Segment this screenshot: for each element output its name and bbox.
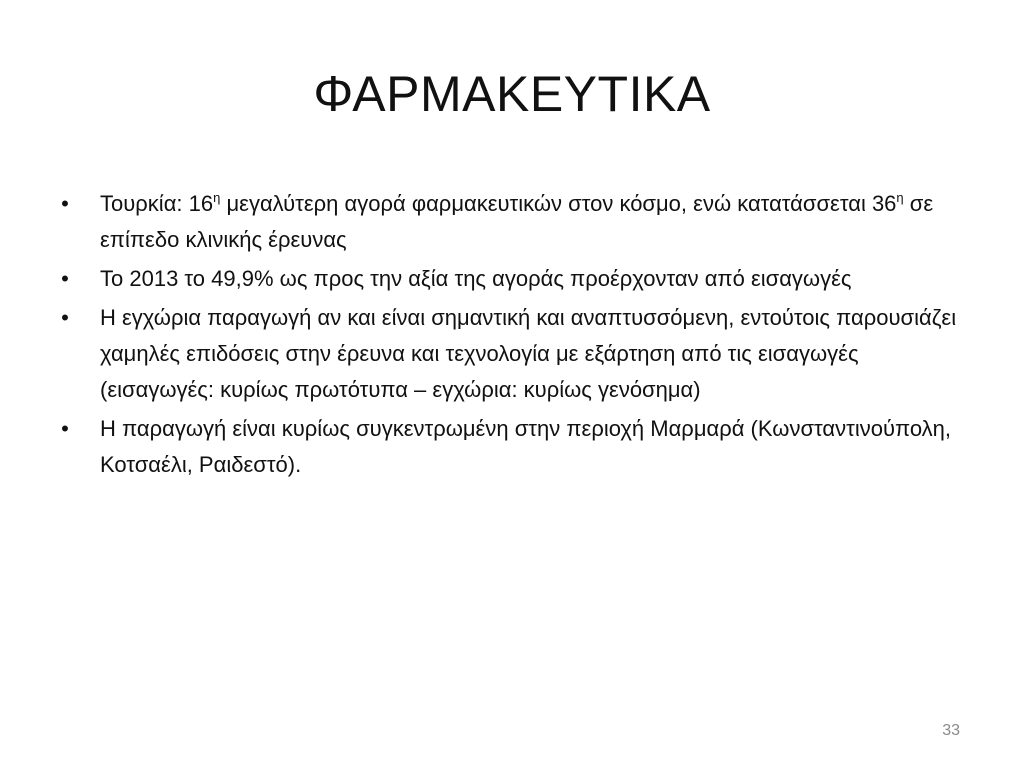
bullet-item — [58, 261, 978, 297]
bullet-dot-icon: • — [61, 305, 69, 330]
bullet-text-part: μεγαλύτερη αγορά φαρμακευτικών στον κόσμο, ενώ κατατάσσεται 36 — [220, 191, 897, 216]
ordinal-superscript: η — [213, 190, 221, 205]
bullet-text-part: Τουρκία: 16 — [100, 191, 214, 216]
bullet-item — [58, 300, 978, 408]
bullet-text-part: σε επίπεδο κλινικής έρευνας — [100, 191, 934, 252]
bullet-text — [100, 191, 933, 252]
slide-title: ΦΑΡΜΑΚΕΥΤΙΚΑ — [313, 66, 711, 122]
bullet-item — [58, 186, 978, 258]
bullet-text: Το 2013 το 49,9% ως προς την αξία της αγοράς προέρχονταν από εισαγωγές — [100, 266, 852, 291]
bullet-text: Η παραγωγή είναι κυρίως συγκεντρωμένη στην περιοχή Μαρμαρά (Κωνσταντινούπολη, Κοτσαέλι, Ραιδεστό). — [100, 416, 952, 477]
bullet-dot-icon: • — [61, 191, 69, 216]
bullet-text: Η εγχώρια παραγωγή αν και είναι σημαντική και αναπτυσσόμενη, εντούτοις παρουσιάζει χαμηλές επιδόσεις στην έρευνα και τεχνολογία με εξάρτηση από τις εισαγωγές (εισαγωγές: κυρίως πρωτότυπα – εγχώρια: κυρίως γενόσημα) — [100, 305, 957, 402]
page-number: 33 — [942, 722, 960, 739]
bullet-dot-icon: • — [61, 416, 69, 441]
bullet-item — [58, 411, 978, 483]
ordinal-superscript: η — [896, 190, 904, 205]
bullet-dot-icon: • — [61, 266, 69, 291]
bullet-list — [58, 186, 978, 486]
